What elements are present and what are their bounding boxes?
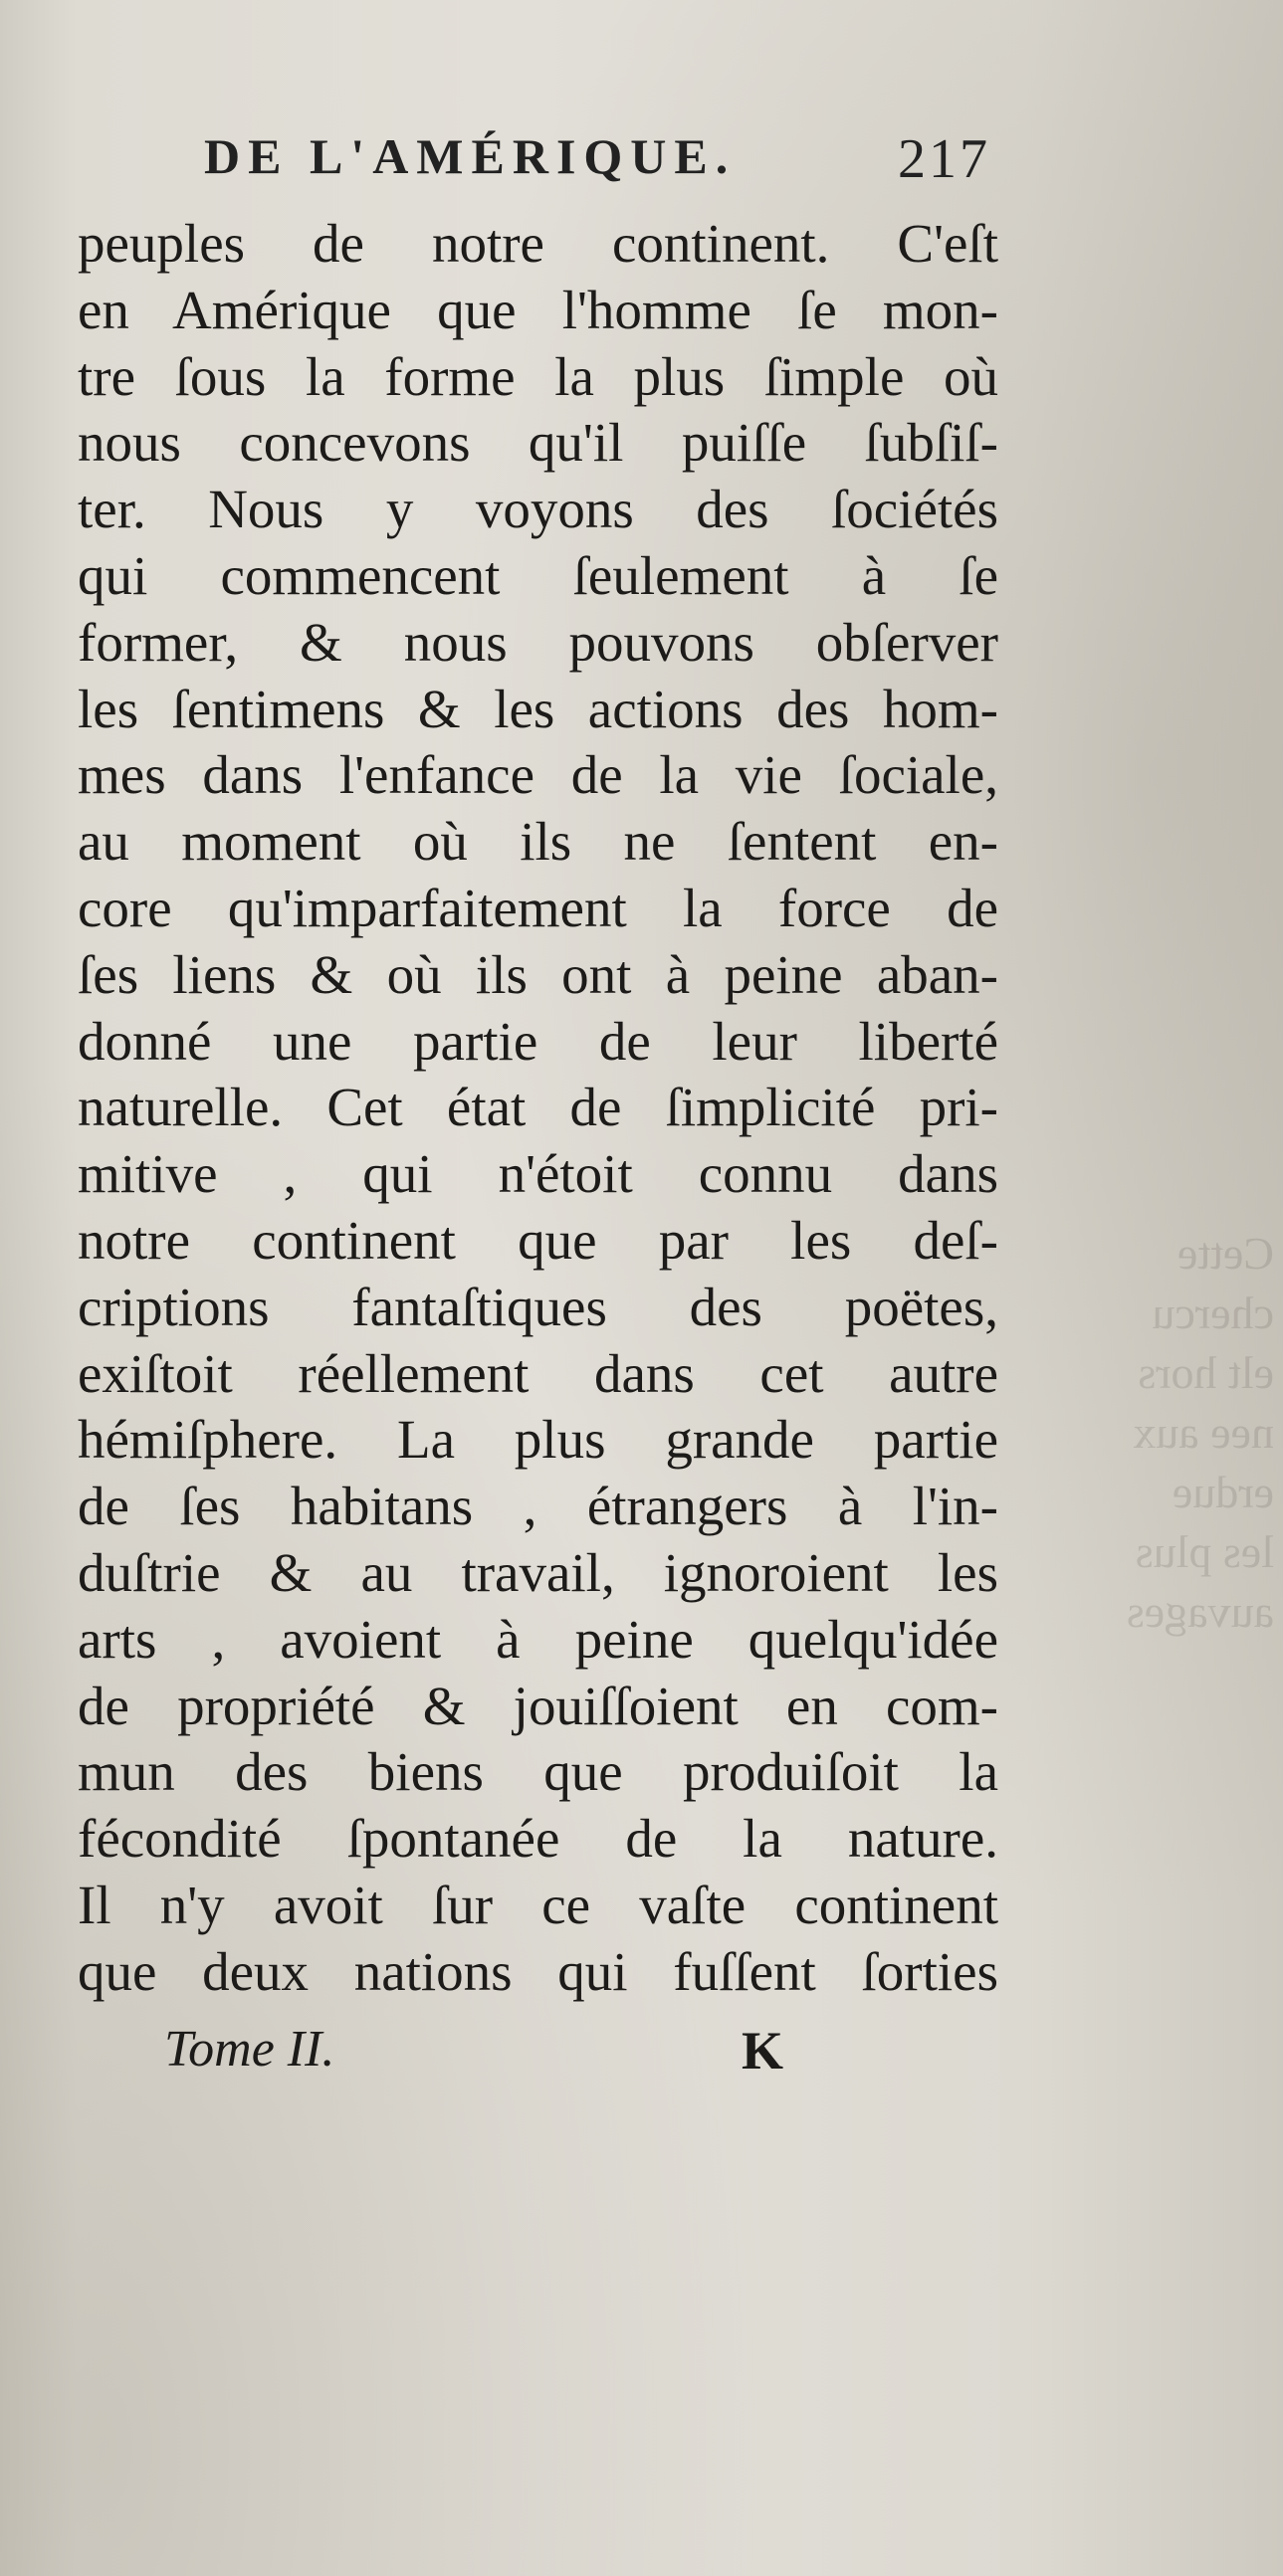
page-number: 217 xyxy=(898,128,990,190)
text-line: naturelle. Cet état de ſimplicité pri- xyxy=(78,1077,998,1138)
text-line: que deux nations qui fuſſent ſorties xyxy=(78,1940,998,2002)
text-line: de ſes habitans , étrangers à l'in- xyxy=(78,1476,998,1537)
text-line: peuples de notre continent. C'eſt xyxy=(78,213,998,274)
text-line: duſtrie & au travail, ignoroient les xyxy=(78,1541,998,1603)
text-line: arts , avoient à peine quelqu'idée xyxy=(78,1608,998,1670)
show-through-text: Cette chercu elt hors nee aux erdue les plus auvages xyxy=(1126,1228,1274,1637)
page-footer xyxy=(164,2020,861,2099)
volume-label: Tome II. xyxy=(164,2021,335,2078)
text-line: notre continent que par les deſ- xyxy=(78,1209,998,1271)
running-head: DE L'AMÉRIQUE. xyxy=(204,128,737,184)
text-line: qui commencent ſeulement à ſe xyxy=(78,544,998,606)
text-line: criptions fantaſtiques des poëtes, xyxy=(78,1276,998,1337)
text-line: former, & nous pouvons obſerver xyxy=(78,611,998,673)
text-line: mun des biens que produiſoit la xyxy=(78,1741,998,1803)
text-line: tre ſous la forme la plus ſimple où xyxy=(78,345,998,407)
text-line: ter. Nous y voyons des ſociétés xyxy=(78,479,998,540)
text-line: exiſtoit réellement dans cet autre xyxy=(78,1342,998,1404)
text-line: mes dans l'enfance de la vie ſociale, xyxy=(78,744,998,806)
page-header xyxy=(204,127,990,207)
text-line: au moment où ils ne ſentent en- xyxy=(78,811,998,873)
text-line: de propriété & jouiſſoient en com- xyxy=(78,1675,998,1736)
text-line: les ſentimens & les actions des hom- xyxy=(78,678,998,739)
text-line: Il n'y avoit ſur ce vaſte continent xyxy=(78,1874,998,1935)
text-line: mitive , qui n'étoit connu dans xyxy=(78,1143,998,1205)
text-line: nous concevons qu'il puiſſe ſubſiſ- xyxy=(78,412,998,474)
text-line: en Amérique que l'homme ſe mon- xyxy=(78,279,998,340)
text-line: core qu'imparfaitement la force de xyxy=(78,877,998,938)
text-line: hémiſphere. La plus grande partie xyxy=(78,1409,998,1471)
text-line: donné une partie de leur liberté xyxy=(78,1010,998,1072)
text-line: ſes liens & où ils ont à peine aban- xyxy=(78,943,998,1005)
signature-mark: K xyxy=(742,2021,784,2081)
body-text xyxy=(78,211,998,2006)
text-line: fécondité ſpontanée de la nature. xyxy=(78,1808,998,1870)
